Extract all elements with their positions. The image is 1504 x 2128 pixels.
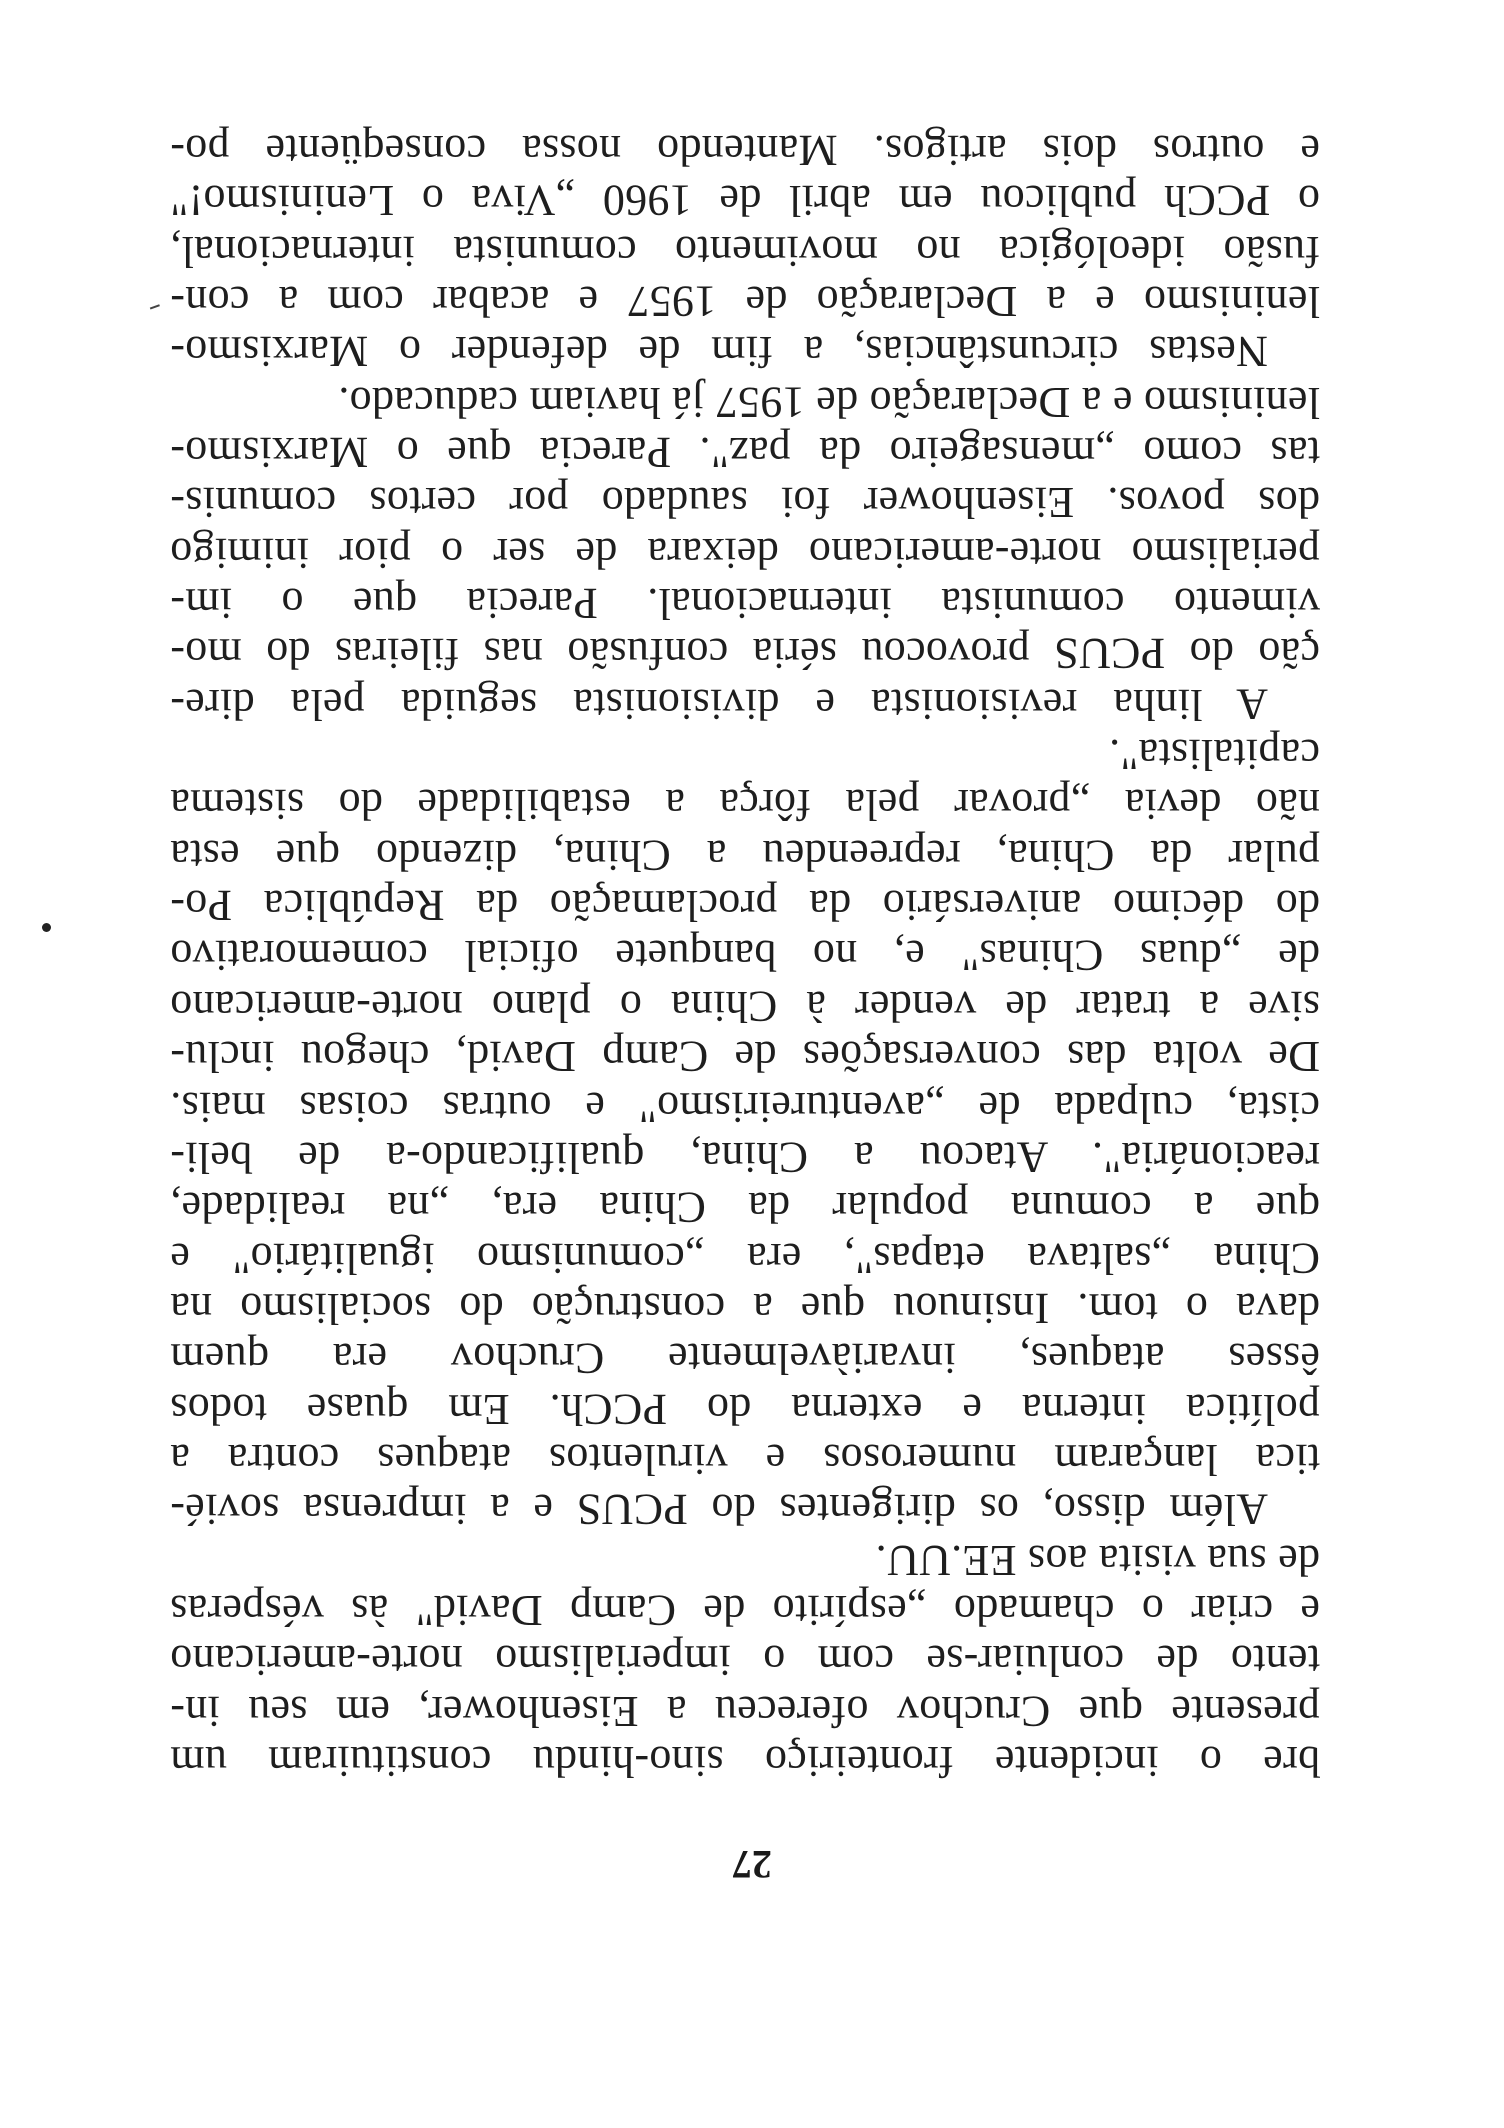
text-line: cista, culpada de „aventureirismo" e outras coisas mais. [170,1082,1320,1132]
text-line: China „saltava etapas", era „comunismo igualitário" e [170,1233,1320,1283]
text-line: tas como „mensageiro da paz". Parecia que o Marxismo- [170,428,1320,478]
text-line: Nestas circunstâncias, a fim de defender o Marxismo- [170,327,1268,377]
text-line: ção do PCUS provocou séria confusão nas fileiras do mo- [170,629,1320,679]
ink-mark [148,300,160,310]
text-line: êsses ataques, invariàvelmente Cruchov era quem [170,1334,1320,1384]
body-text [170,125,1320,1786]
page-number: 27 [732,1842,772,1887]
text-line: Além disso, os dirigentes do PCUS e a imprensa sovié- [170,1485,1268,1535]
ink-dot [42,923,51,932]
text-line: política interna e externa do PCCh. Em quase todos [170,1384,1320,1434]
text-line: de „duas Chinas" e, no banquete oficial comemorativo [170,931,1320,981]
text-line: não devia „provar pela fôrça a estabilidade do sistema [170,780,1320,830]
text-line: tica lançaram numerosos e virulentos ataques contra a [170,1434,1320,1484]
text-line: vimento comunista internacional. Parecia que o im- [170,579,1320,629]
text-line: capitalista". [1108,730,1320,780]
text-line: perialismo norte-americano deixara de ser o pior inimigo [170,528,1320,578]
text-line: A linha revisionista e divisionista seguida pela dire- [170,679,1268,729]
text-line: leninismo e a Declaração de 1957 já haviam caducado. [338,377,1320,427]
text-line: sive a tratar de vender à China o plano norte-americano [170,981,1320,1031]
text-line: De volta das conversações de Camp David, chegou inclu- [170,1032,1320,1082]
text-line: bre o incidente fronteiriço sino-hindu constituiram um [170,1737,1320,1786]
text-line: presente que Cruchov ofereceu a Eisenhower, em seu in- [170,1686,1320,1736]
text-line: reacionária". Atacou a China, qualificando-a de beli- [170,1132,1320,1182]
text-line: pular da China, repreendeu a China, dizendo que esta [170,830,1320,880]
text-line: que a comuna popular da China era, „na realidade, [170,1183,1320,1233]
text-line: e outros dois artigos. Mantendo nossa conseqüente po- [170,126,1320,175]
text-line: tento de conluiar-se com o imperialismo norte-americano [170,1636,1320,1686]
text-line: leninismo e a Declaração de 1957 e acabar com a con- [170,277,1320,327]
text-line: dava o tom. Insinuou que a construção do socialismo na [170,1283,1320,1333]
text-line: e criar o chamado „espírito de Camp David" às vésperas [170,1585,1320,1635]
text-line: fusão ideológica no movimento comunista internacional, [170,226,1320,276]
text-line: do décimo aniversário da proclamação da República Po- [170,881,1320,931]
text-line: o PCCh publicou em abril de 1960 „Viva o Leninismo!" [170,176,1320,226]
text-line: dos povos. Eisenhower foi saudado por certos comunis- [170,478,1320,528]
text-line: de sua visita aos EE.UU. [875,1535,1320,1585]
